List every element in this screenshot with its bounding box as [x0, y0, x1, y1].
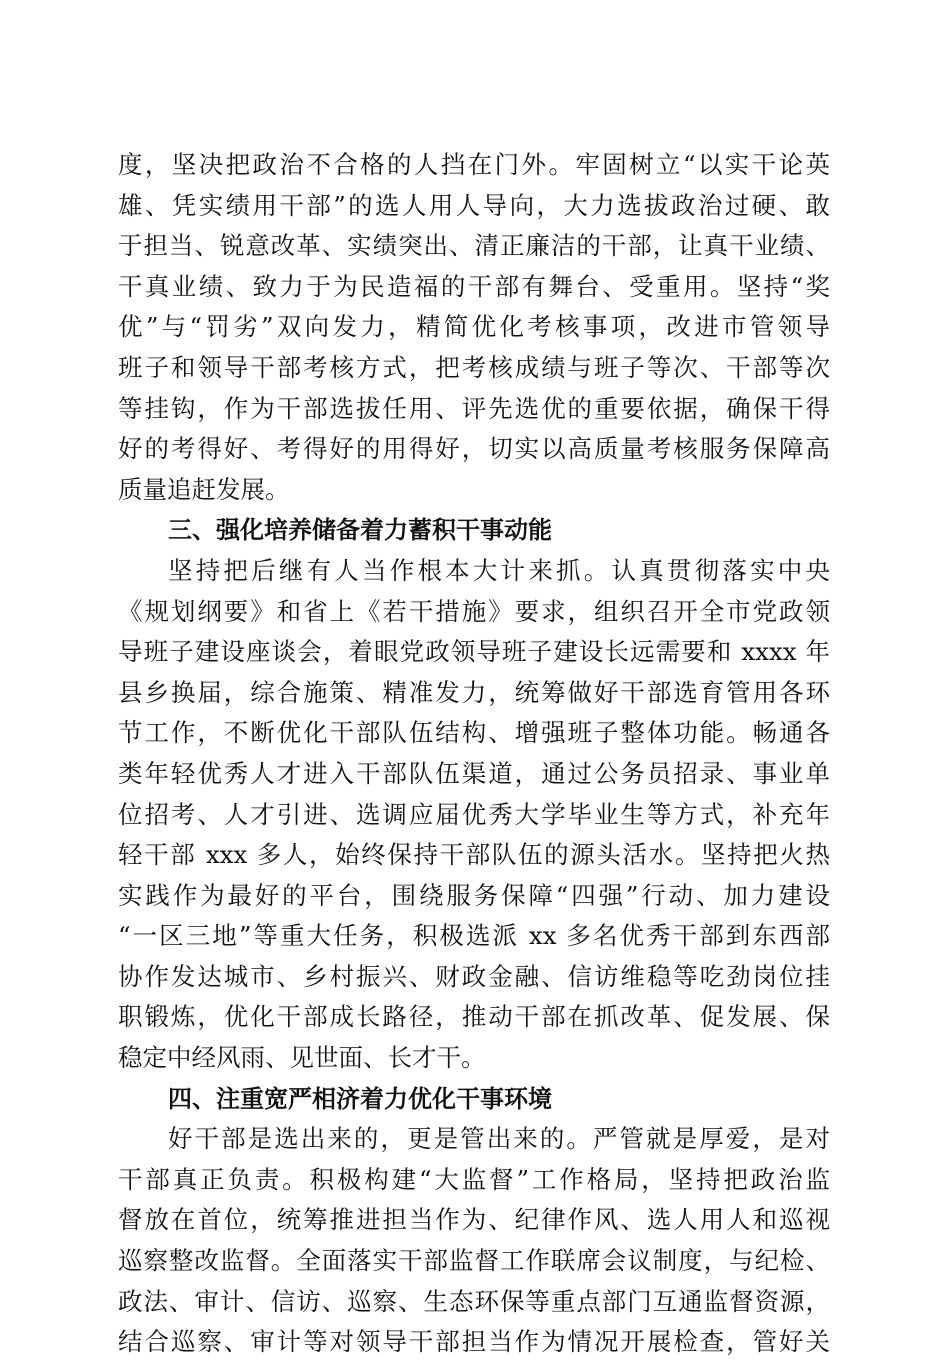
text-line: 类年轻优秀人才进入干部队伍渠道，通过公务员招录、事业单 — [118, 758, 830, 788]
text-line: 轻干部 xxx 多人，始终保持干部队伍的源头活水。坚持把火热 — [118, 840, 830, 870]
text-line: 干部真正负责。积极构建“大监督”工作格局，坚持把政治监 — [118, 1164, 830, 1194]
text-line: 节工作，不断优化干部队伍结构、增强班子整体功能。畅通各 — [118, 718, 830, 748]
text-line: 位招考、人才引进、选调应届优秀大学毕业生等方式，补充年 — [118, 799, 830, 829]
text-line: 职锻炼，优化干部成长路径，推动干部在抓改革、促发展、保 — [118, 1002, 830, 1032]
paragraph-section-3 — [118, 551, 830, 1079]
paragraph-continued — [118, 145, 830, 510]
section-heading-3: 三、强化培养储备着力蓄积干事动能 — [168, 516, 552, 545]
text-line: 协作发达城市、乡村振兴、财政金融、信访维稳等吃劲岗位挂 — [118, 961, 830, 991]
text-line: “一区三地”等重大任务，积极选派 xx 多名优秀干部到东西部 — [118, 921, 830, 951]
text-line: 质量追赶发展。 — [118, 474, 290, 504]
text-line: 班子和领导干部考核方式，把考核成绩与班子等次、干部等次 — [118, 352, 830, 382]
document-body — [118, 145, 830, 1363]
text-line: 实践作为最好的平台，围绕服务保障“四强”行动、加力建设 — [118, 880, 830, 910]
text-line: 巡察整改监督。全面落实干部监督工作联席会议制度，与纪检、 — [118, 1246, 830, 1276]
text-line: 优”与“罚劣”双向发力，精简优化考核事项，改进市管领导 — [118, 312, 830, 342]
text-line: 政法、审计、信访、巡察、生态环保等重点部门互通监督资源， — [118, 1286, 830, 1316]
text-line: 县乡换届，综合施策、精准发力，统筹做好干部选育管用各环 — [118, 677, 830, 707]
text-line: 稳定中经风雨、见世面、长才干。 — [118, 1043, 486, 1073]
text-line: 雄、凭实绩用干部”的选人用人导向，大力选拔政治过硬、敢 — [118, 190, 830, 220]
text-line: 《规划纲要》和省上《若干措施》要求，组织召开全市党政领 — [118, 596, 830, 626]
text-line: 干真业绩、致力于为民造福的干部有舞台、受重用。坚持“奖 — [118, 271, 830, 301]
text-line: 好干部是选出来的，更是管出来的。严管就是厚爱，是对 — [168, 1124, 830, 1154]
text-line: 结合巡察、审计等对领导干部担当作为情况开展检查，管好关 — [118, 1327, 830, 1357]
text-line: 等挂钩，作为干部选拔任用、评先选优的重要依据，确保干得 — [118, 393, 830, 423]
text-line: 好的考得好、考得好的用得好，切实以高质量考核服务保障高 — [118, 434, 830, 464]
section-heading-4: 四、注重宽严相济着力优化干事环境 — [168, 1084, 552, 1113]
paragraph-section-4 — [118, 1119, 830, 1363]
text-line: 度，坚决把政治不合格的人挡在门外。牢固树立“以实干论英 — [118, 150, 830, 179]
text-line: 坚持把后继有人当作根本大计来抓。认真贯彻落实中央 — [168, 555, 830, 585]
text-line: 督放在首位，统筹推进担当作为、纪律作风、选人用人和巡视 — [118, 1205, 830, 1235]
text-line: 导班子建设座谈会，着眼党政领导班子建设长远需要和 xxxx 年 — [118, 637, 830, 667]
text-line: 于担当、锐意改革、实绩突出、清正廉洁的干部，让真干业绩、 — [118, 231, 830, 261]
